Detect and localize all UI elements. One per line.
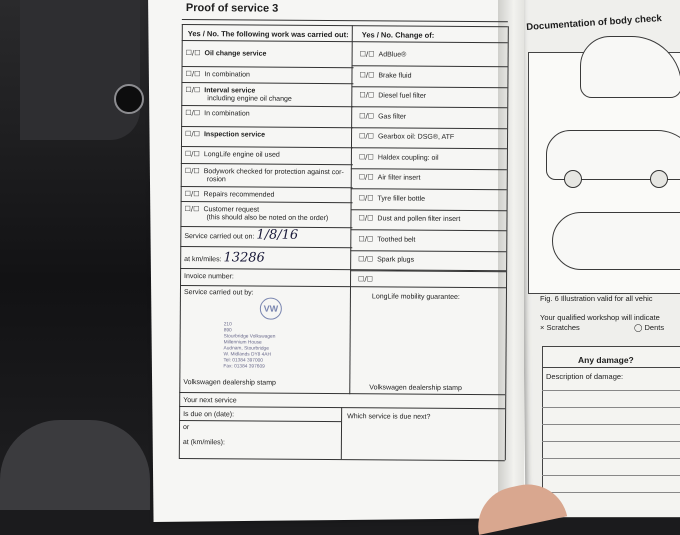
divider bbox=[351, 86, 507, 88]
divider bbox=[350, 229, 506, 231]
work-item-label: Repairs recommended bbox=[203, 191, 275, 199]
divider bbox=[182, 24, 508, 27]
change-item-row bbox=[359, 71, 411, 80]
due-date-label: Is due on (date): bbox=[183, 411, 235, 419]
work-item-row bbox=[186, 49, 350, 59]
change-item-label: Air filter insert bbox=[377, 174, 421, 182]
work-item-sublabel: including engine oil change bbox=[207, 95, 292, 103]
stamp-line: Stourbridge Volkswagen bbox=[223, 334, 276, 340]
divider bbox=[181, 201, 353, 203]
yes-no-checkbox[interactable]: ☐/☐ bbox=[359, 132, 375, 141]
divider bbox=[182, 40, 508, 43]
stamp-line: W. Midlands DY8 4AH bbox=[223, 352, 272, 358]
car-wheel bbox=[650, 170, 668, 188]
km-value: 13286 bbox=[223, 250, 265, 266]
change-item-label: Brake fluid bbox=[378, 71, 412, 80]
change-item-label: Dust and pollen filter insert bbox=[377, 215, 461, 223]
work-item-label: Customer request bbox=[203, 206, 260, 214]
change-item-row bbox=[359, 194, 425, 203]
column-divider bbox=[349, 286, 351, 394]
left-column-header: Yes / No. The following work was carried out: bbox=[187, 29, 349, 40]
vw-logo: VW bbox=[260, 298, 282, 320]
right-column-header: Yes / No. Change of: bbox=[361, 30, 435, 40]
service-by-label: Service carried out by: bbox=[183, 289, 254, 297]
yes-no-checkbox[interactable]: ☐/☐ bbox=[359, 111, 375, 120]
change-item-label: Gas filter bbox=[378, 112, 407, 121]
km-row bbox=[184, 250, 265, 266]
or-label: or bbox=[182, 424, 190, 432]
blank-change-row bbox=[358, 275, 377, 284]
description-label: Description of damage: bbox=[546, 372, 624, 381]
right-border bbox=[505, 394, 506, 460]
writing-line bbox=[542, 390, 680, 391]
stamp-line: Fax: 01384 397609 bbox=[223, 364, 265, 370]
figure-caption-text: Fig. 6 Illustration valid for all vehic bbox=[540, 294, 653, 303]
work-item-label: Bodywork checked for protection against cor- bbox=[203, 168, 344, 177]
work-item-row bbox=[185, 70, 349, 80]
change-item-row bbox=[359, 153, 439, 163]
service-date-row bbox=[184, 227, 299, 243]
change-item-row bbox=[359, 173, 421, 182]
service-date-label: Service carried out on: bbox=[184, 233, 255, 241]
car-seat bbox=[0, 420, 150, 510]
divider bbox=[351, 209, 507, 211]
yes-no-checkbox[interactable]: ☐/☐ bbox=[358, 275, 374, 284]
work-item-row bbox=[185, 150, 349, 160]
dashboard-knob bbox=[114, 84, 144, 114]
work-item-label: Interval service bbox=[204, 87, 256, 95]
at-km-label: at (km/miles): bbox=[182, 439, 225, 447]
next-service-title: Your next service bbox=[183, 397, 237, 405]
which-service-label: Which service is due next? bbox=[347, 413, 431, 421]
writing-line bbox=[542, 458, 680, 459]
work-item-label: In combination bbox=[204, 71, 250, 79]
yes-no-checkbox[interactable]: ☐/☐ bbox=[359, 91, 375, 100]
change-item-label: Toothed belt bbox=[377, 235, 416, 244]
yes-no-checkbox[interactable]: ☐/☐ bbox=[359, 50, 375, 59]
divider bbox=[180, 246, 352, 248]
change-item-label: Gearbox oil: DSG®, ATF bbox=[377, 133, 455, 141]
writing-line bbox=[542, 492, 680, 493]
work-item-label: In combination bbox=[204, 110, 250, 118]
work-item-sublabel: (this should also be noted on the order) bbox=[206, 214, 329, 223]
divider bbox=[180, 285, 506, 288]
change-item-label: Haldex coupling: oil bbox=[377, 153, 439, 162]
figure-caption bbox=[540, 294, 653, 303]
car-wheel bbox=[564, 170, 582, 188]
work-item-row bbox=[185, 86, 349, 104]
left-border bbox=[179, 392, 180, 458]
yes-no-checkbox[interactable]: ☐/☐ bbox=[184, 150, 200, 159]
writing-line bbox=[542, 475, 680, 476]
dealer-stamp-text bbox=[223, 322, 275, 370]
divider bbox=[351, 127, 507, 129]
yes-no-checkbox[interactable]: ☐/☐ bbox=[185, 70, 201, 79]
work-item-row bbox=[185, 190, 349, 200]
dealer-stamp-label-left: Volkswagen dealership stamp bbox=[183, 379, 276, 387]
work-item-label: Oil change service bbox=[204, 50, 267, 58]
divider bbox=[179, 420, 341, 422]
divider bbox=[542, 367, 680, 368]
any-damage-heading: Any damage? bbox=[578, 355, 634, 365]
work-item-sublabel: rosion bbox=[206, 176, 226, 184]
mobility-guarantee-label: LongLife mobility guarantee: bbox=[371, 293, 460, 301]
divider bbox=[351, 168, 507, 170]
divider bbox=[181, 105, 353, 107]
yes-no-checkbox[interactable]: ☐/☐ bbox=[184, 190, 200, 199]
work-item-row bbox=[185, 130, 349, 140]
stamp-line: Millennium House bbox=[223, 340, 262, 346]
yes-no-checkbox[interactable]: ☐/☐ bbox=[358, 193, 374, 202]
divider bbox=[182, 66, 354, 68]
dashboard-console bbox=[20, 0, 140, 140]
divider bbox=[352, 65, 508, 67]
yes-no-checkbox[interactable]: ☐/☐ bbox=[185, 109, 201, 118]
change-item-label: Spark plugs bbox=[377, 256, 415, 264]
yes-no-checkbox[interactable]: ☐/☐ bbox=[358, 152, 374, 161]
change-item-row bbox=[359, 91, 426, 100]
divider bbox=[181, 146, 353, 148]
scratches-legend: × Scratches bbox=[540, 323, 580, 332]
stamp-line: Tel: 01384 397000 bbox=[223, 358, 263, 364]
divider bbox=[181, 163, 353, 165]
change-item-row bbox=[360, 50, 407, 59]
yes-no-checkbox[interactable]: ☐/☐ bbox=[358, 255, 374, 264]
divider bbox=[181, 186, 353, 188]
change-item-row bbox=[359, 112, 406, 121]
divider bbox=[351, 188, 507, 190]
stamp-line: 210 bbox=[223, 322, 232, 328]
body-check-heading: Documentation of body check bbox=[526, 13, 663, 33]
dealer-stamp-label-right: Volkswagen dealership stamp bbox=[369, 384, 462, 392]
yes-no-checkbox[interactable]: ☐/☐ bbox=[184, 167, 200, 176]
change-item-label: Tyre filler bottle bbox=[377, 194, 426, 203]
column-divider bbox=[341, 407, 342, 459]
stamp-line: 890 bbox=[223, 328, 232, 334]
work-item-label: LongLife engine oil used bbox=[203, 151, 280, 159]
work-item-label: Inspection service bbox=[203, 131, 266, 139]
work-item-row bbox=[184, 205, 348, 223]
proof-of-service-form bbox=[175, 0, 512, 472]
workshop-text: Your qualified workshop will indicate bbox=[540, 313, 660, 322]
change-item-label: Diesel fuel filter bbox=[378, 92, 427, 100]
divider bbox=[181, 126, 353, 128]
divider bbox=[351, 106, 507, 108]
service-date-value: 1/8/16 bbox=[256, 227, 299, 243]
left-border bbox=[179, 24, 183, 392]
divider bbox=[351, 147, 507, 149]
km-label: at km/miles: bbox=[184, 256, 222, 264]
writing-line bbox=[542, 424, 680, 425]
divider bbox=[179, 458, 505, 461]
divider bbox=[180, 268, 506, 271]
divider bbox=[350, 250, 506, 252]
writing-line bbox=[542, 407, 680, 408]
writing-line bbox=[542, 441, 680, 442]
yes-no-checkbox[interactable]: ☐/☐ bbox=[185, 49, 201, 58]
divider bbox=[182, 19, 508, 22]
form-title: Proof of service 3 bbox=[185, 2, 279, 15]
yes-no-checkbox[interactable]: ☐/☐ bbox=[358, 214, 374, 223]
yes-no-checkbox[interactable]: ☐/☐ bbox=[358, 173, 374, 182]
yes-no-checkbox[interactable]: ☐/☐ bbox=[358, 234, 374, 243]
divider bbox=[181, 82, 353, 84]
change-item-row bbox=[358, 214, 460, 224]
work-item-row bbox=[185, 167, 349, 185]
stamp-line: Audnam, Stourbridge bbox=[223, 346, 269, 352]
yes-no-checkbox[interactable]: ☐/☐ bbox=[185, 86, 201, 95]
dents-legend: ◯ Dents bbox=[634, 323, 665, 332]
change-item-row bbox=[358, 255, 414, 264]
car-top-illustration bbox=[552, 212, 680, 270]
yes-no-checkbox[interactable]: ☐/☐ bbox=[185, 130, 201, 139]
yes-no-checkbox[interactable]: ☐/☐ bbox=[359, 70, 375, 79]
invoice-label: Invoice number: bbox=[184, 273, 234, 281]
change-item-row bbox=[358, 235, 415, 244]
change-item-label: AdBlue® bbox=[378, 51, 407, 59]
work-item-row bbox=[185, 109, 349, 119]
yes-no-checkbox[interactable]: ☐/☐ bbox=[184, 205, 200, 214]
change-item-row bbox=[359, 132, 454, 142]
